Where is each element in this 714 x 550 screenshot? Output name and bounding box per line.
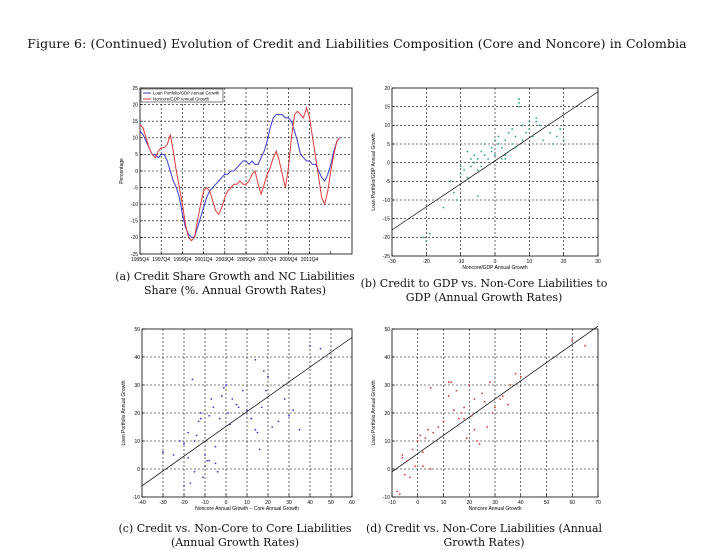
data-point [489,381,491,383]
y-tick-label: 15 [132,119,138,125]
data-point [425,240,427,242]
data-point [467,151,469,153]
data-point [467,177,469,179]
data-point [552,143,554,145]
data-point [542,139,544,141]
y-tick-label: -15 [130,218,138,225]
data-point [480,166,482,168]
y-tick-label: -20 [130,235,138,242]
data-point [477,169,479,171]
data-point [528,128,530,130]
data-point [535,121,537,123]
data-point [515,373,517,375]
x-tick-label: 2009Q4 [279,257,298,262]
data-point [430,468,432,470]
data-point [520,376,522,378]
caption-d-line1: (d) Credit vs. Non-Core Liabilities (Annual [365,522,603,535]
data-point [460,173,462,175]
x-tick-label: -30 [388,259,396,265]
chart-b [362,82,612,272]
x-tick-label: 50 [328,500,334,506]
y-tick-label: 10 [134,438,140,445]
data-point [210,398,212,400]
x-tick-label: 20 [560,259,567,265]
data-point [463,418,465,420]
data-point [484,143,486,145]
data-point [194,471,196,473]
data-point [480,151,482,153]
y-tick-label: 10 [384,438,390,445]
caption-d [349,522,619,550]
x-tick-label: 2007Q4 [258,257,277,262]
data-point [422,465,424,467]
data-point [223,387,225,389]
x-tick-label: 2005Q4 [237,257,255,262]
x-tick-label: -10 [457,259,465,265]
data-point [200,412,202,414]
data-point [263,370,265,372]
y-tick-label: 30 [134,382,140,389]
data-point [255,359,257,361]
data-point [525,132,527,134]
caption-a-line2: Share (%. Annual Growth Rates) [144,284,326,297]
data-point [198,421,200,423]
y-tick-label: -25 [382,253,390,260]
data-point [236,404,238,406]
data-point [427,429,429,431]
x-tick-label: 10 [440,500,447,506]
x-tick-label: 2003Q4 [215,257,234,262]
data-point [556,136,558,138]
y-tick-label: 20 [384,85,390,92]
y-tick-label: -10 [382,197,390,204]
x-tick-label: -40 [138,500,146,506]
data-point [412,449,414,451]
y-tick-label: 20 [134,410,140,417]
data-point [414,465,416,467]
data-point [481,393,483,395]
data-point [474,154,476,156]
data-point [463,407,465,409]
x-tick-label: -10 [388,500,396,506]
caption-a [100,270,370,298]
data-point [518,106,520,108]
caption-d-line2: Growth Rates) [443,536,525,549]
data-point [242,390,244,392]
data-point [432,432,434,434]
data-point [399,493,401,495]
y-tick-label: -5 [385,179,390,186]
legend-label: Loan Portfolio/GDP Annual Growth [153,90,220,96]
data-point [194,440,196,442]
data-point [189,482,191,484]
y-tick-label: -25 [130,251,138,258]
caption-b-line1: (b) Credit to GDP vs. Non-Core Liabilities to [360,277,608,290]
x-tick-label: 20 [466,500,473,506]
y-axis-label: Percentage [119,158,125,184]
y-axis-label: Loan Portfolio/GDP Annual Growth [371,133,377,211]
y-tick-label: 20 [132,102,138,109]
y-tick-label: 10 [384,123,390,130]
data-point [231,398,233,400]
data-point [453,192,455,194]
x-tick-label: 60 [569,500,576,506]
x-tick-label: 10 [244,500,250,506]
data-point [511,128,513,130]
data-point [535,117,537,119]
figure-title: Figure 6: (Continued) Evolution of Credit and Liabilities Composition (Core and Noncore) in Colombia [27,36,687,51]
caption-b-line2: GDP (Annual Growth Rates) [405,291,563,304]
y-tick-label: -10 [130,202,138,208]
data-point [217,471,219,473]
x-tick-label: 2001Q4 [194,257,213,262]
y-axis-label: Loan Portfolio Annual Growth [121,380,127,446]
data-point [511,143,513,145]
data-point [409,477,411,479]
caption-c-line2: (Annual Growth Rates) [170,536,300,549]
data-point [470,166,472,168]
data-point [504,154,506,156]
x-tick-label: -20 [422,259,430,265]
data-point [401,454,403,456]
x-tick-label: 1997Q4 [152,257,171,262]
data-point [179,440,181,442]
y-tick-label: 5 [387,141,390,148]
y-tick-label: 5 [135,152,138,159]
chart-a [112,82,362,262]
data-point [477,195,479,197]
y-tick-label: 50 [384,326,390,333]
data-point [225,384,227,386]
data-point [213,407,215,409]
data-point [215,463,217,465]
x-tick-label: -30 [159,500,167,506]
data-point [456,199,458,201]
data-point [396,491,398,493]
x-tick-label: 0 [493,259,497,265]
data-point [419,435,421,437]
data-point [559,128,561,130]
data-point [474,162,476,164]
x-tick-label: 30 [492,500,498,506]
y-tick-label: 30 [384,382,390,389]
caption-c-line1: (c) Credit vs. Non-Core to Core Liabilities [118,522,352,535]
data-point [429,233,431,235]
data-point [507,404,509,406]
y-tick-label: 25 [132,85,138,92]
data-point [288,415,290,417]
data-point [584,345,586,347]
data-point [479,443,481,445]
x-tick-label: 1995Q4 [131,257,149,262]
data-point [448,381,450,383]
y-tick-label: 40 [384,354,390,361]
data-point [491,147,493,149]
data-point [453,409,455,411]
data-point [443,421,445,423]
y-tick-label: 10 [132,135,138,142]
data-point [255,429,257,431]
data-point [515,136,517,138]
data-point [455,390,457,392]
data-point [200,418,202,420]
data-point [250,418,252,420]
data-point [501,147,503,149]
data-point [219,418,221,420]
data-point [229,423,231,425]
y-tick-label: 0 [135,168,138,175]
data-point [320,348,322,350]
data-point [404,474,406,476]
data-point [208,415,210,417]
data-point [202,477,204,479]
y-tick-label: 0 [387,466,390,473]
data-point [474,429,476,431]
data-point [491,151,493,153]
y-tick-label: -20 [382,235,390,242]
data-point [261,407,263,409]
data-point [498,143,500,145]
chart-c [112,323,362,513]
data-point [192,379,194,381]
data-point [492,412,494,414]
x-tick-label: 10 [526,259,533,265]
data-point [271,426,273,428]
data-point [477,158,479,160]
data-point [487,158,489,160]
data-point [460,166,462,168]
data-point [470,158,472,160]
x-axis-label: Noncore Annual Growth − Core Annual Growth [195,506,299,512]
data-point [532,136,534,138]
data-point [284,398,286,400]
data-point [227,412,229,414]
data-point [187,432,189,434]
data-point [502,395,504,397]
data-point [449,180,451,182]
data-point [215,446,217,448]
data-point [257,432,259,434]
data-point [425,437,427,439]
data-point [494,154,496,156]
data-point [422,236,424,238]
data-point [187,457,189,459]
x-tick-label: 60 [349,500,355,506]
x-tick-label: 30 [286,500,292,506]
data-point [208,460,210,462]
x-axis-label: Noncore/GDP Annual Growth [462,265,528,271]
data-point [206,460,208,462]
caption-b [349,277,619,305]
y-tick-label: -10 [382,494,390,501]
data-point [407,460,409,462]
data-point [486,426,488,428]
caption-c [100,522,370,550]
data-point [476,440,478,442]
data-point [563,139,565,141]
data-point [468,384,470,386]
data-point [204,454,206,456]
data-point [221,395,223,397]
data-point [522,139,524,141]
data-point [463,169,465,171]
data-point [484,401,486,403]
data-point [461,412,463,414]
data-point [515,147,517,149]
data-point [518,98,520,100]
x-tick-label: 70 [595,500,601,506]
data-point [162,451,164,453]
data-point [539,124,541,126]
data-point [499,398,501,400]
x-tick-label: 0 [416,500,420,506]
data-point [173,454,175,456]
chart-d [362,323,612,513]
data-point [183,443,185,445]
data-point [474,398,476,400]
data-point [522,124,524,126]
y-tick-label: 20 [384,410,390,417]
data-point [501,158,503,160]
data-point [430,387,432,389]
y-tick-label: 40 [134,354,140,361]
data-point [278,421,280,423]
data-point [471,415,473,417]
data-point [443,207,445,209]
data-point [458,418,460,420]
y-tick-label: 0 [387,160,390,167]
y-tick-label: -10 [132,494,140,501]
x-tick-label: 40 [517,500,524,506]
data-point [267,376,269,378]
data-point [292,409,294,411]
y-tick-label: 15 [384,104,390,111]
x-tick-label: 20 [265,500,271,506]
data-point [518,102,520,104]
data-point [299,429,301,431]
x-tick-label: 2011Q4 [300,257,319,262]
data-point [265,390,267,392]
data-point [504,158,506,160]
data-point [246,409,248,411]
x-tick-label: -10 [201,500,209,506]
data-point [571,339,573,341]
data-point [484,154,486,156]
data-point [450,381,452,383]
data-point [466,437,468,439]
data-point [494,139,496,141]
data-point [498,136,500,138]
x-tick-label: 40 [307,500,313,506]
data-point [196,435,198,437]
data-point [528,121,530,123]
data-point [549,132,551,134]
y-axis-label: Loan Portfolio Annual Growth [371,380,377,446]
y-tick-label: 0 [137,466,140,473]
data-point [422,451,424,453]
legend [141,89,223,102]
x-tick-label: 1999Q4 [173,257,192,262]
data-point [504,139,506,141]
y-tick-label: -15 [382,216,390,223]
data-point [259,449,261,451]
data-point [508,132,510,134]
x-axis-label: Noncore Annual Growth [468,506,522,512]
data-point [401,457,403,459]
data-point [238,407,240,409]
x-tick-label: 0 [224,500,228,506]
y-tick-label: -5 [133,185,138,192]
data-point [204,465,206,467]
data-point [417,440,419,442]
x-tick-label: 50 [543,500,550,506]
x-tick-label: 30 [595,259,601,265]
legend-label: Noncore/GDP Annual Growth [153,96,210,102]
data-point [183,485,185,487]
data-point [510,384,512,386]
caption-a-line1: (a) Credit Share Growth and NC Liabilities [115,270,355,283]
x-tick-label: -20 [180,500,188,506]
data-point [448,395,450,397]
data-point [309,345,311,347]
data-point [508,151,510,153]
data-point [494,407,496,409]
y-tick-label: 50 [134,326,140,333]
data-point [437,426,439,428]
